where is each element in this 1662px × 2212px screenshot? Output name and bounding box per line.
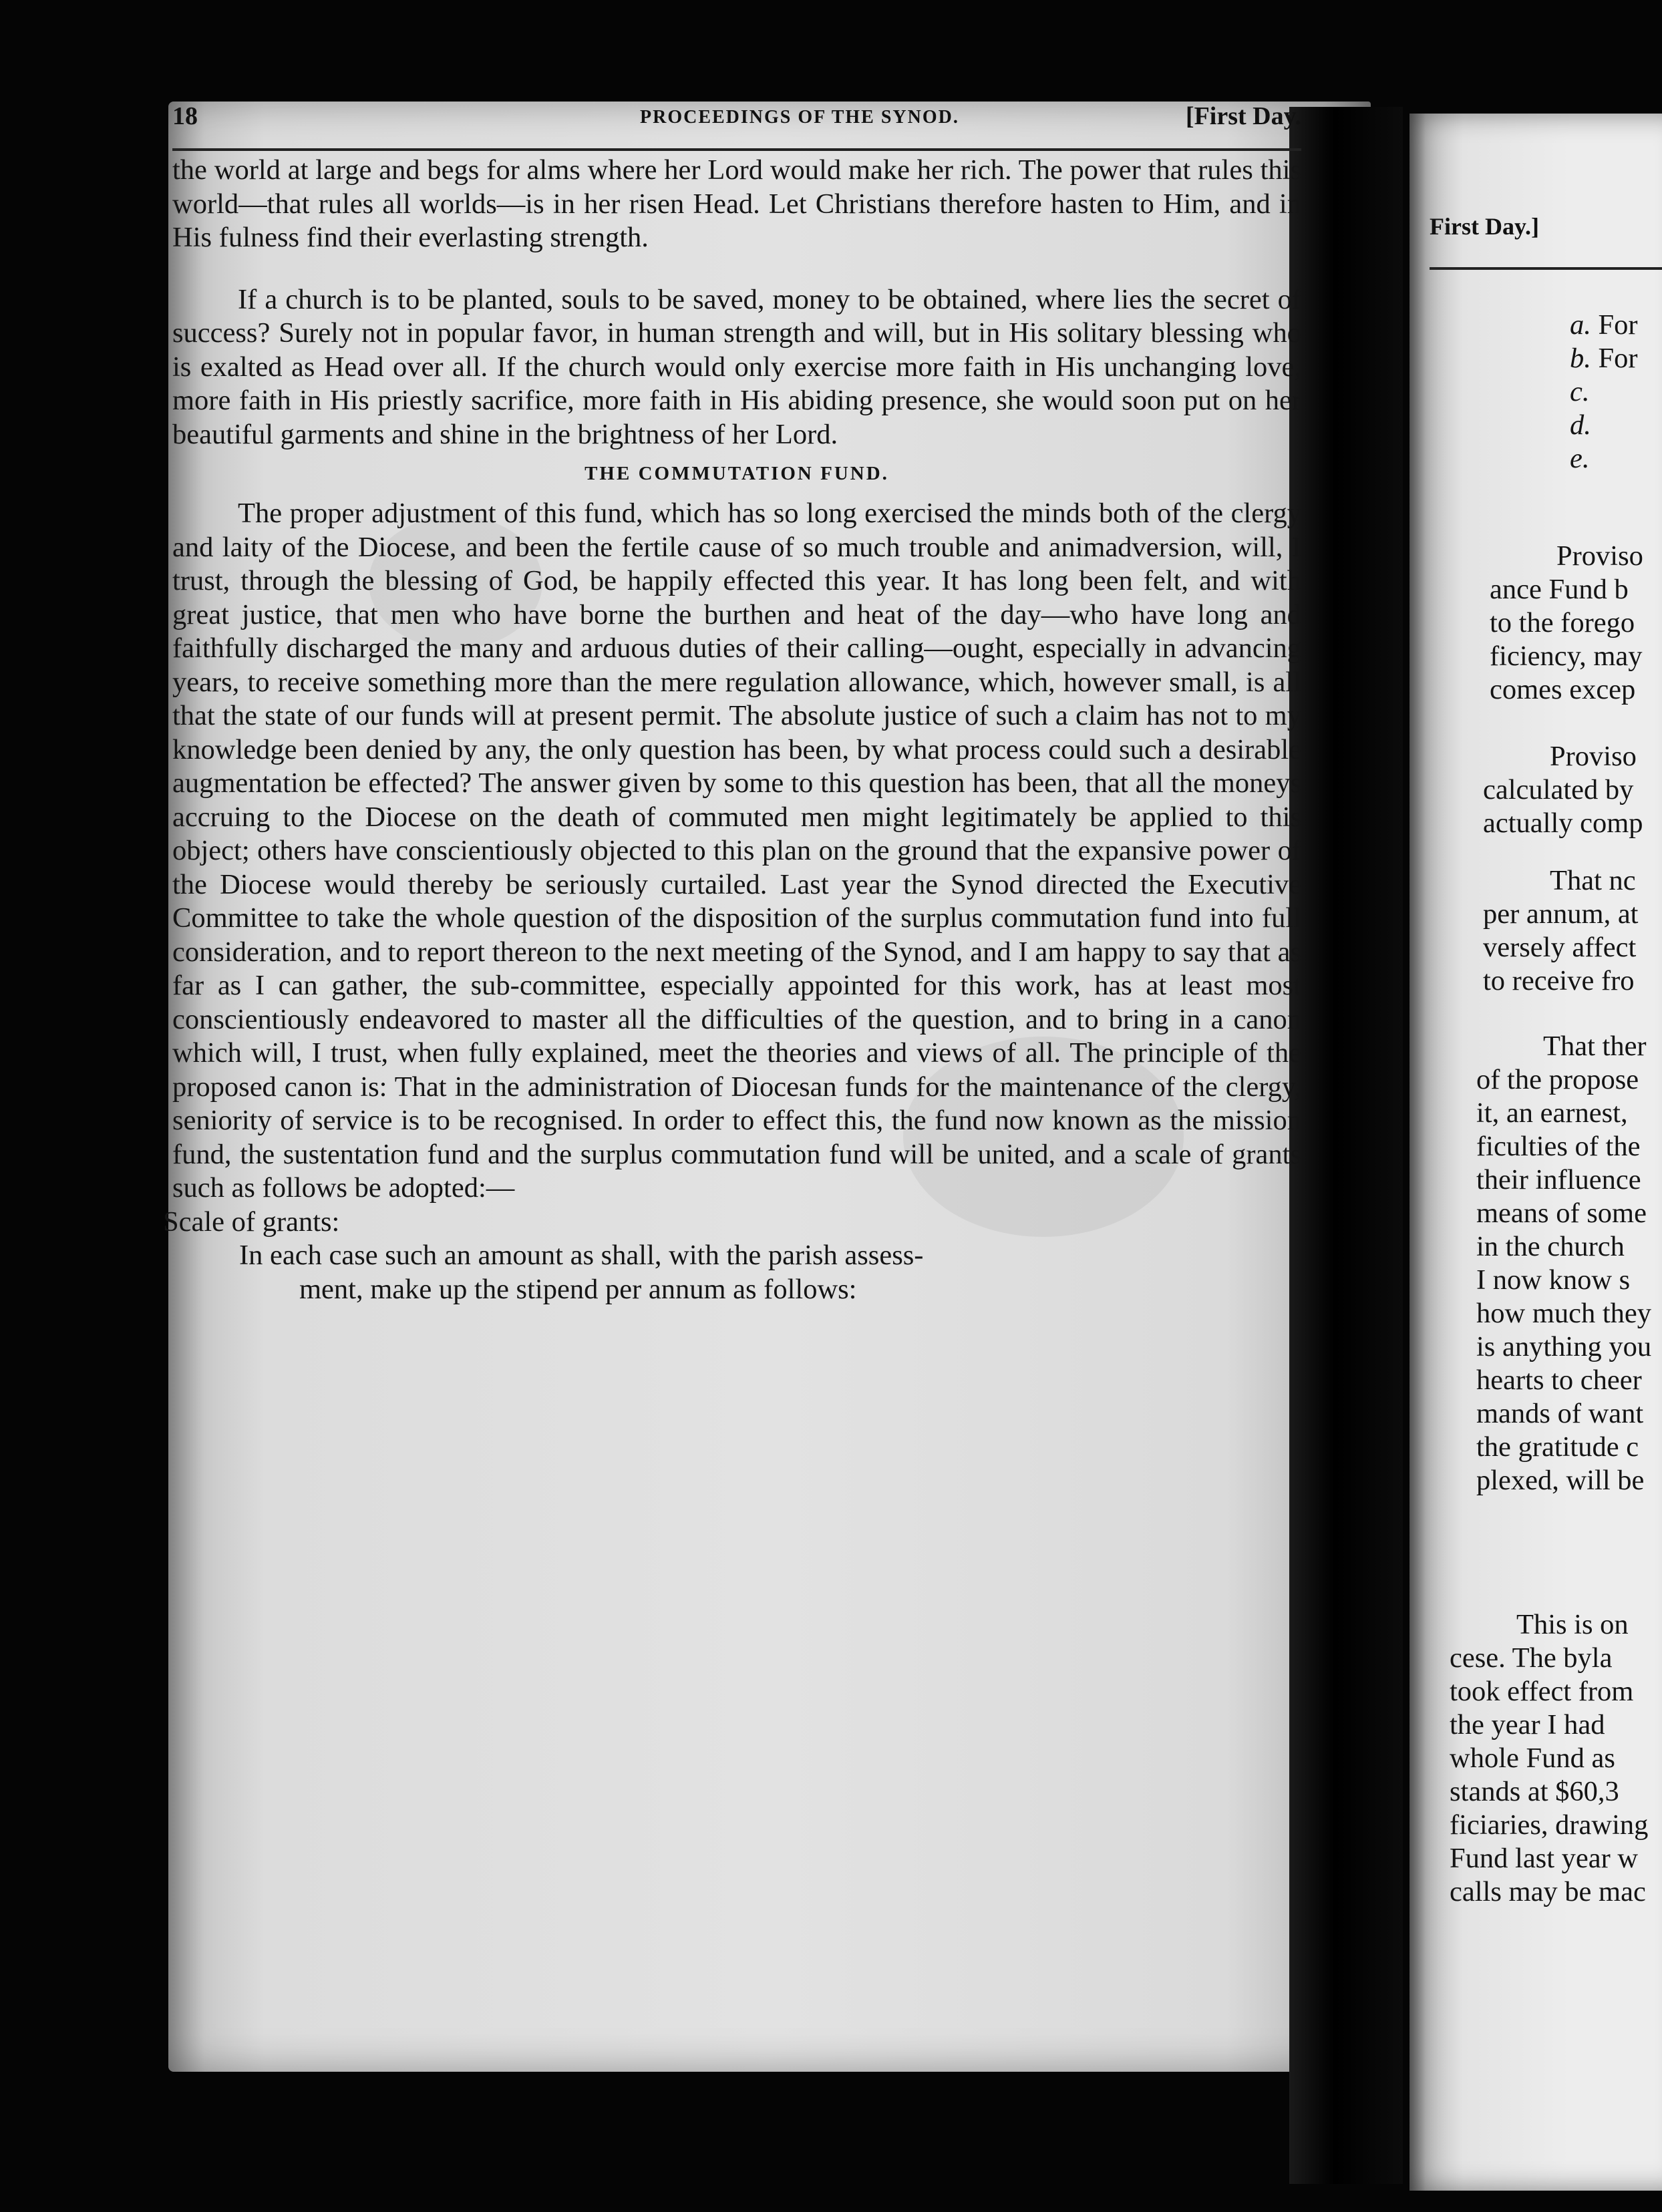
- right-line: whole Fund as: [1450, 1742, 1615, 1774]
- list-item: [1570, 342, 1638, 376]
- grants-line: In each case such an amount as shall, with the parish assess-: [239, 1240, 924, 1271]
- right-line: Fund last year w: [1450, 1843, 1639, 1874]
- list-marker: a.: [1570, 309, 1591, 341]
- right-line: That ther: [1543, 1031, 1647, 1062]
- right-line: hearts to cheer: [1476, 1364, 1642, 1396]
- right-line: That nc: [1550, 865, 1636, 896]
- right-line: mands of want: [1476, 1398, 1644, 1429]
- right-line: means of some: [1476, 1197, 1647, 1229]
- right-line: stands at $60,3: [1450, 1776, 1619, 1807]
- list-marker: c.: [1570, 376, 1590, 407]
- paragraph: The proper adjustment of this fund, which has so long exercised the minds both of the clergy and laity of the Diocese, and been the fertile cause of so much trouble and animadversion, will, I trust, through the blessing of God, be happily effected this year. It has long been felt, and with great justice, that men who have borne the burthen and heat of the day—who have long and faithfully discharged the many and arduous duties of their calling—ought, especially in advancing years, to receive something more than the mere regulation allowance, which, however small, is all that the state of our funds will at present permit. The absolute justice of such a claim has not to my knowledge been denied by any, the only question has been, by what process could such a desirable augmentation be effected? The answer given by some to this question has been, that all the moneys accruing to the Diocese on the death of commuted men might legitimately be applied to this object; others have conscientiously objected to this plan on the ground that the expansive power of the Diocese would thereby be seriously curtailed. Last year the Synod directed the Executive Committee to take the whole question of the disposition of the surplus commutation fund into full consideration, and to report thereon to the next meeting of the Synod, and I am happy to say that as far as I can gather, the sub-committee, especially appointed for this work, has at least most conscientiously endeavored to master all the difficulties of the question, and to bring in a canon which will, I trust, when fully explained, meet the theories and views of all. The principle of the proposed canon is: That in the administration of Diocesan funds for the maintenance of the clergy, seniority of service is to be recognised. In order to effect this, the fund now known as the mission fund, the sustentation fund and the surplus commutation fund will be united, and a scale of grants such as follows be adopted:—: [172, 498, 1301, 1204]
- right-line: their influence: [1476, 1164, 1641, 1195]
- right-line: to the forego: [1490, 607, 1635, 638]
- running-day: [First Day.: [1185, 102, 1301, 130]
- list-marker: b.: [1570, 343, 1591, 374]
- paragraph-gap: [172, 255, 1301, 283]
- right-line: Proviso: [1556, 540, 1643, 572]
- right-line: ficiency, may: [1490, 640, 1643, 672]
- list-text: For: [1598, 309, 1638, 341]
- paragraph: the world at large and begs for alms where her Lord would make her rich. The power that rules this world—that rules all worlds—is in her risen Head. Let Christians therefore hasten to Him, and in His fulness find their everlasting strength.: [172, 154, 1301, 253]
- right-line: how much they: [1476, 1298, 1652, 1329]
- running-head: [172, 102, 1301, 142]
- right-line: plexed, will be: [1476, 1465, 1645, 1496]
- right-line: I now know s: [1476, 1264, 1631, 1296]
- header-rule: [172, 148, 1301, 151]
- right-line: ficiaries, drawing: [1450, 1809, 1649, 1841]
- paragraph: If a church is to be planted, souls to be saved, money to be obtained, where lies the secret of success? Surely not in popular favor, in human strength and will, but in His solitary blessing who is exalted as Head over all. If the church would only exercise more faith in His unchanging love, more faith in His priestly sacrifice, more faith in His abiding presence, she would soon put on her beautiful garments and shine in the brightness of her Lord.: [172, 283, 1301, 450]
- book-gutter: [1289, 107, 1403, 2184]
- right-line: it, an earnest,: [1476, 1097, 1628, 1129]
- section-heading: THE COMMUTATION FUND.: [585, 463, 889, 484]
- right-line: Proviso: [1550, 741, 1637, 772]
- right-line: comes excep: [1490, 674, 1636, 705]
- body-text: [163, 154, 1301, 1306]
- right-line: took effect from: [1450, 1676, 1634, 1707]
- list-item: [1570, 309, 1638, 343]
- right-line: is anything you: [1476, 1331, 1652, 1362]
- right-running-day: First Day.]: [1430, 213, 1539, 240]
- right-line: the year I had: [1450, 1709, 1605, 1740]
- running-title: PROCEEDINGS OF THE SYNOD.: [640, 107, 959, 128]
- right-line: ance Fund b: [1490, 574, 1629, 605]
- list-item: [1570, 442, 1590, 476]
- page-number: 18: [172, 102, 198, 130]
- right-line: the gratitude c: [1476, 1431, 1639, 1463]
- right-line: in the church: [1476, 1231, 1625, 1262]
- list-marker: e.: [1570, 443, 1590, 474]
- list-marker: d.: [1570, 409, 1591, 441]
- right-line: ficulties of the: [1476, 1131, 1641, 1162]
- right-line: to receive fro: [1483, 965, 1635, 996]
- right-line: per annum, at: [1483, 898, 1639, 930]
- right-line: actually comp: [1483, 807, 1643, 839]
- right-line: versely affect: [1483, 932, 1637, 963]
- right-line: of the propose: [1476, 1064, 1639, 1095]
- right-line: This is on: [1516, 1609, 1629, 1640]
- scale-label: Scale of grants:: [163, 1206, 340, 1238]
- right-line: calculated by: [1483, 774, 1634, 805]
- grants-line: ment, make up the stipend per annum as follows:: [299, 1273, 857, 1305]
- list-text: For: [1598, 343, 1638, 374]
- right-header-rule: [1430, 267, 1662, 270]
- list-item: [1570, 409, 1591, 443]
- right-line: cese. The byla: [1450, 1642, 1613, 1674]
- right-line: calls may be mac: [1450, 1876, 1646, 1907]
- list-item: [1570, 375, 1590, 409]
